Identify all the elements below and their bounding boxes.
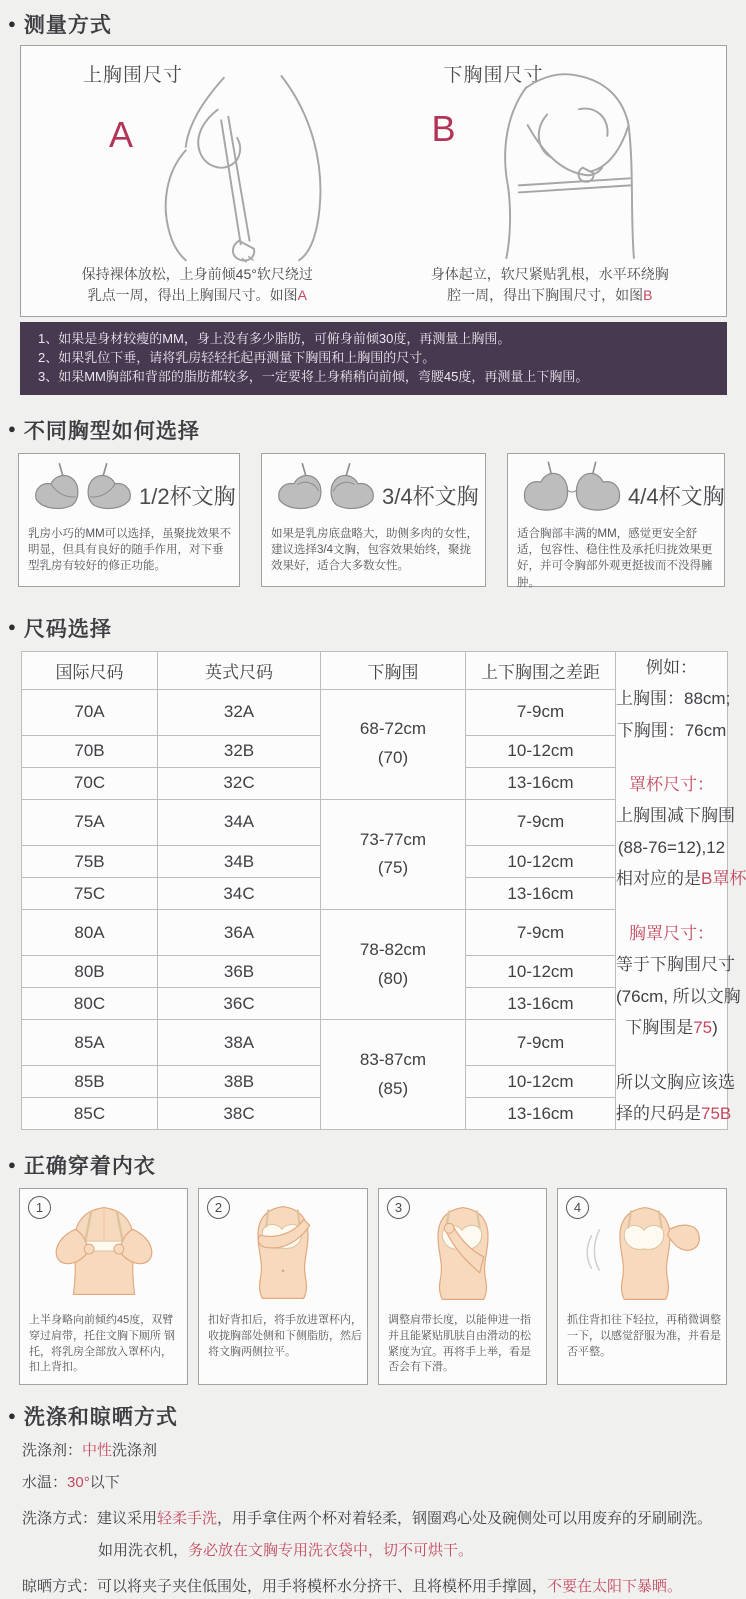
uk-size: 32B [158, 735, 321, 767]
upper-bust-figure [21, 46, 374, 316]
step-3-number-badge: 3 [387, 1196, 410, 1219]
intl-size: 75B [22, 846, 158, 878]
bust-diff: 10-12cm [466, 956, 616, 988]
section-title-washing [0, 1401, 745, 1431]
intl-size: 75C [22, 878, 158, 910]
upper-bust-subtitle: 上胸围尺寸 [83, 65, 184, 86]
uk-size: 38A [158, 1020, 321, 1066]
section-title-sizes [0, 613, 745, 643]
intl-size: 85C [22, 1098, 158, 1130]
wearing-step-3 [378, 1188, 547, 1385]
step-4-number-badge: 4 [566, 1196, 589, 1219]
cup-type-description: 适合胸部丰满的MM，感觉更安全舒适，包容性、稳住性及承托归拢效果更好，并可令胸部外观更挺拔而不没得臃肿。 [517, 527, 713, 589]
uk-size: 38B [158, 1066, 321, 1098]
tip-line-2: 2、如果乳位下垂，请将乳房轻轻托起再测量下胸围和上胸围的尺寸。 [38, 350, 436, 366]
under-bust-subtitle: 下胸围尺寸 [443, 65, 544, 86]
bullet-icon: ● [8, 15, 17, 31]
uk-size: 32A [158, 689, 321, 735]
underbust-range-value: 73-77cm [359, 829, 427, 849]
bust-diff: 10-12cm [466, 1066, 616, 1098]
wearing-step-1 [19, 1188, 188, 1385]
wearing-step-2 [198, 1188, 368, 1385]
caption-line: 乳点一周，得出上胸围尺寸。如图A [87, 287, 307, 303]
table-header-row [22, 651, 728, 689]
cup-type-label: 4/4杯文胸 [628, 483, 725, 509]
intl-size: 80A [22, 910, 158, 956]
step-3-adjust-straps-illustration [389, 1195, 537, 1307]
step-4-description: 抓住背扣往下轻拉，再稍微调整一下，以感觉舒服为准，并看是否平整。 [567, 1314, 721, 1358]
cup-type-description: 如果是乳房底盘略大，助侧多肉的女性，建议选择3/4文胸，包容效果始终，聚拢效果好，适合大多数女性。 [271, 527, 478, 573]
step-2-tuck-into-cups-illustration [209, 1195, 357, 1307]
example-line: (88-76=12),12 [617, 837, 726, 857]
header-underbust: 下胸围 [321, 651, 466, 689]
cup-type-card-full [507, 453, 725, 587]
bust-diff: 13-16cm [466, 1098, 616, 1130]
uk-size: 36A [158, 910, 321, 956]
underbust-range-value: 78-82cm [359, 939, 427, 959]
example-line: 所以文胸应该选 [616, 1072, 735, 1092]
wash-method-line: 洗涤方式：建议采用轻柔手洗，用手拿住两个杯对着轻柔，钢圈鸡心处及碗侧处可以用废弃的牙刷刷洗。 [22, 1510, 713, 1528]
caption-line: 保持裸体放松，上身前倾45°软尺绕过 [81, 266, 313, 282]
letter-a-label: A [109, 114, 134, 155]
tip-line-1: 1、如果是身材较瘦的MM，身上没有多少脂肪，可俯身前倾30度，再测量上胸围。 [38, 331, 511, 346]
underbust-mid-value: (80) [377, 968, 409, 988]
example-line: 罩杯尺寸： [629, 775, 714, 795]
cup-type-label: 1/2杯文胸 [139, 483, 236, 509]
section-title-cup-types [0, 415, 745, 445]
section-title-wearing [0, 1150, 745, 1180]
measuring-tips-box [20, 322, 727, 395]
header-uk-size: 英式尺码 [158, 651, 321, 689]
bust-diff: 7-9cm [466, 799, 616, 845]
uk-size: 34C [158, 878, 321, 910]
three-quarter-cup-bra-icon [270, 460, 382, 524]
underbust-range [321, 1020, 466, 1130]
bullet-icon: ● [8, 1407, 17, 1423]
under-bust-caption [374, 264, 727, 306]
step-1-back-fasten-illustration [30, 1195, 178, 1307]
full-cup-bra-icon [516, 460, 628, 524]
cup-type-label: 3/4杯文胸 [382, 483, 479, 509]
intl-size: 70C [22, 767, 158, 799]
detergent-line: 洗涤剂：中性洗涤剂 [22, 1442, 158, 1460]
section-title-sizes-label: 尺码选择 [23, 617, 112, 641]
caption-line: 腔一周，得出下胸围尺寸，如图B [447, 287, 653, 303]
leaning-woman-measuring-illustration [133, 76, 359, 262]
bust-diff: 7-9cm [466, 689, 616, 735]
underbust-mid-value: (75) [377, 858, 409, 878]
uk-size: 34B [158, 846, 321, 878]
bust-diff: 13-16cm [466, 767, 616, 799]
example-line: 上胸围减下胸围 [616, 806, 735, 826]
section-title-measure [0, 0, 745, 39]
caption-line: 身体起立，软尺紧贴乳根，水平环绕胸 [430, 266, 669, 282]
bust-diff: 7-9cm [466, 1020, 616, 1066]
bust-diff: 10-12cm [466, 735, 616, 767]
underbust-mid-value: (85) [377, 1078, 409, 1098]
water-temp-line: 水温：30°以下 [22, 1473, 120, 1491]
intl-size: 80C [22, 988, 158, 1020]
step-1-number-badge: 1 [28, 1196, 51, 1219]
bust-diff: 7-9cm [466, 910, 616, 956]
letter-b-label: B [431, 108, 456, 149]
underbust-range [321, 689, 466, 799]
bullet-icon: ● [8, 1156, 17, 1172]
bullet-icon: ● [8, 619, 17, 635]
upper-bust-caption [21, 264, 374, 306]
intl-size: 75A [22, 799, 158, 845]
example-line: 择的尺码是75B [616, 1103, 732, 1123]
step-4-final-adjust-illustration [568, 1195, 716, 1307]
section-title-cup-types-label: 不同胸型如何选择 [23, 419, 200, 443]
section-title-washing-label: 洗涤和晾晒方式 [23, 1406, 178, 1430]
cup-type-card-half [18, 453, 240, 587]
example-line: 下胸围是75) [625, 1018, 718, 1038]
uk-size: 34A [158, 799, 321, 845]
cup-type-card-three-quarter [261, 453, 486, 587]
wearing-steps-row [19, 1188, 745, 1385]
washing-instructions [22, 1440, 745, 1599]
drying-line: 晾晒方式：可以将夹子夹住低围处，用手将模杯水分挤干、且将模杯用手撑圆，不要在太阳下暴晒。 [22, 1578, 683, 1596]
intl-size: 70A [22, 689, 158, 735]
intl-size: 85A [22, 1020, 158, 1066]
intl-size: 85B [22, 1066, 158, 1098]
step-3-description: 调整肩带长度，以能伸进一指并且能紧贴肌肤自由滑动的松紧度为宜。再将手上举，看是否会有下滑。 [388, 1314, 531, 1374]
step-2-description: 扣好背扣后，将手放进罩杯内，收拢胸部处侧和下侧脂肪，然后将文胸两侧拉平。 [208, 1314, 362, 1358]
example-line: 下胸围：76cm [616, 720, 727, 740]
cup-type-description: 乳房小巧的MM可以选择，虽聚拢效果不明显，但具有良好的随手作用，对下垂型乳房有较好的修正功能。 [28, 527, 232, 573]
example-line: 上胸围：88cm; [616, 689, 731, 709]
example-line: 相对应的是B罩杯 [616, 869, 746, 889]
example-line: 胸罩尺寸： [629, 923, 714, 943]
under-bust-figure [374, 46, 727, 316]
half-cup-bra-icon [27, 460, 139, 524]
bust-diff: 13-16cm [466, 988, 616, 1020]
step-2-number-badge: 2 [207, 1196, 230, 1219]
uk-size: 32C [158, 767, 321, 799]
underbust-range [321, 799, 466, 909]
uk-size: 36C [158, 988, 321, 1020]
example-line: 等于下胸围尺寸 [616, 955, 735, 975]
standing-woman-measuring-illustration [466, 72, 692, 258]
step-1-description: 上半身略向前倾约45度，双臂穿过肩带，托住文胸下厕所 钢托，将乳房全部放入罩杯内，扣上背扣。 [29, 1314, 176, 1374]
uk-size: 36B [158, 956, 321, 988]
section-title-measure-label: 测量方式 [23, 14, 112, 37]
header-intl-size: 国际尺码 [22, 651, 158, 689]
size-example-note [616, 651, 746, 1130]
uk-size: 38C [158, 1098, 321, 1130]
size-chart-table [21, 651, 746, 1131]
bullet-icon: ● [8, 421, 17, 437]
underbust-mid-value: (70) [377, 748, 409, 768]
intl-size: 80B [22, 956, 158, 988]
example-line: 例如： [646, 657, 697, 677]
intl-size: 70B [22, 735, 158, 767]
section-title-wearing-label: 正确穿着内衣 [23, 1155, 156, 1179]
bust-diff: 13-16cm [466, 878, 616, 910]
underbust-range-value: 68-72cm [359, 719, 427, 739]
wearing-step-4 [557, 1188, 727, 1385]
underbust-range [321, 910, 466, 1020]
bust-diff: 10-12cm [466, 846, 616, 878]
machine-wash-line: 如用洗衣机，务必放在文胸专用洗衣袋中，切不可烘干。 [98, 1541, 474, 1559]
example-line: (76cm, 所以文胸 [616, 986, 741, 1006]
underbust-range-value: 83-87cm [359, 1049, 427, 1069]
header-diff: 上下胸围之差距 [466, 651, 616, 689]
measure-diagram-panel [20, 45, 727, 317]
cup-types-row [18, 453, 745, 587]
tip-line-3: 3、如果MM胸部和背部的脂肪都较多，一定要将上身稍稍向前倾，弯腰45度，再测量上下胸围。 [38, 369, 589, 385]
